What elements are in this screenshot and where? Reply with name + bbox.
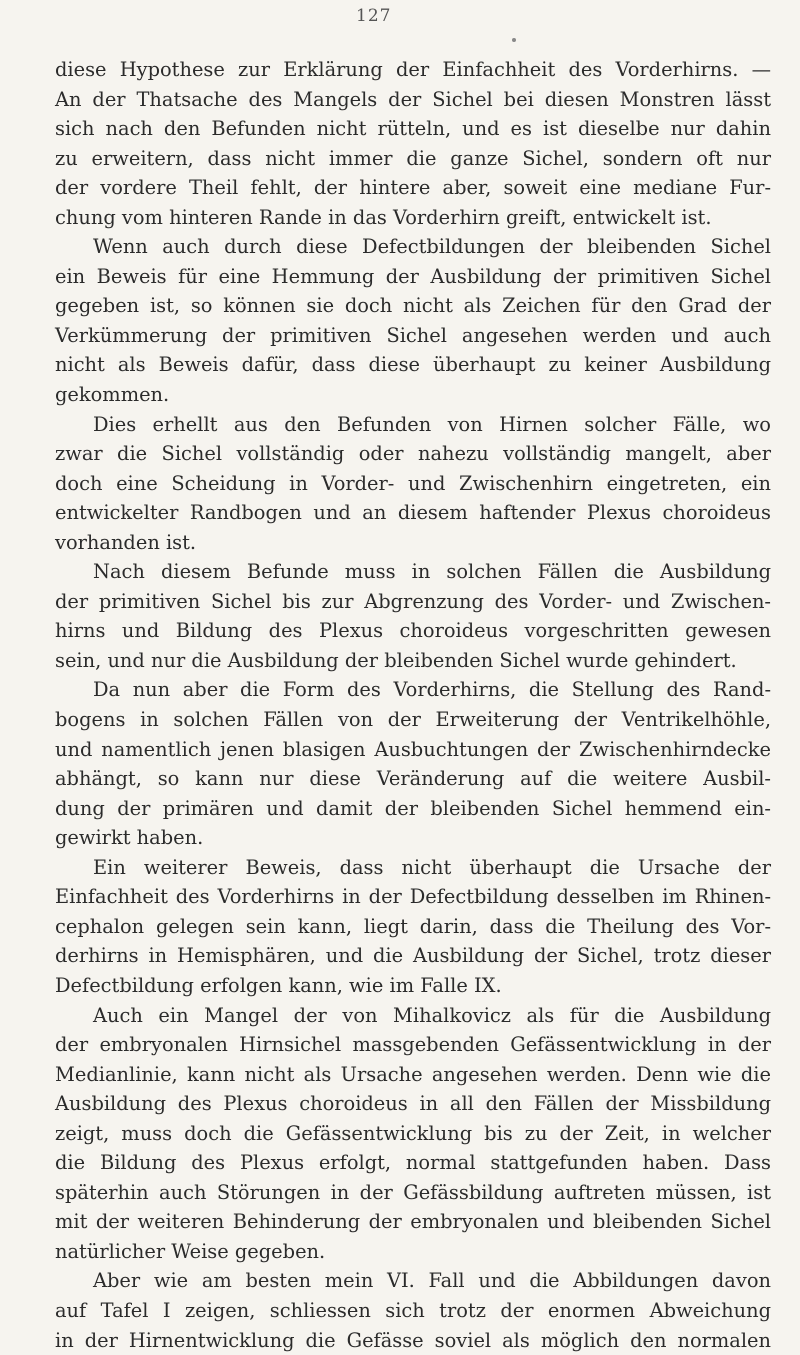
paragraph-line: auf Tafel I zeigen, schliessen sich trotz der enormen Abweichung xyxy=(55,1298,771,1322)
paragraph-line: hirns und Bildung des Plexus choroideus vorgeschritten gewesen xyxy=(55,619,771,643)
paragraph-line: diese Hypothese zur Erklärung der Einfachheit des Vorderhirns. — xyxy=(55,58,771,81)
paragraph-line: späterhin auch Störungen in der Gefässbildung auftreten müssen, ist xyxy=(55,1180,771,1204)
paragraph-line: dung der primären und damit der bleibenden Sichel hemmend ein- xyxy=(55,796,771,820)
paragraph-line: Nach diesem Befunde muss in solchen Fällen die Ausbildung xyxy=(93,560,771,584)
paragraph-line: zwar die Sichel vollständig oder nahezu vollständig mangelt, aber xyxy=(55,442,771,466)
body-text xyxy=(55,55,771,1355)
paragraph-line: Defectbildung erfolgen kann, wie im Falle IX. xyxy=(55,973,502,997)
paragraph-line: ein Beweis für eine Hemmung der Ausbildung der primitiven Sichel xyxy=(55,264,771,288)
paragraph-line: und namentlich jenen blasigen Ausbuchtungen der Zwischenhirndecke xyxy=(55,737,771,761)
paragraph-line: zeigt, muss doch die Gefässentwicklung bis zu der Zeit, in welcher xyxy=(55,1121,771,1145)
paragraph-line: der primitiven Sichel bis zur Abgrenzung des Vorder- und Zwischen- xyxy=(55,589,771,613)
paragraph-line: An der Thatsache des Mangels der Sichel bei diesen Monstren lässt xyxy=(55,87,771,111)
paragraph-line: gekommen. xyxy=(55,383,170,407)
paragraph-line: gewirkt haben. xyxy=(55,826,204,850)
paragraph-line: zu erweitern, dass nicht immer die ganze Sichel, sondern oft nur xyxy=(55,146,771,170)
paragraph-line: Einfachheit des Vorderhirns in der Defectbildung desselben im Rhinen- xyxy=(55,885,771,909)
paragraph-line: abhängt, so kann nur diese Veränderung auf die weitere Ausbil- xyxy=(55,767,771,791)
paragraph-line: sein, und nur die Ausbildung der bleibenden Sichel wurde gehindert. xyxy=(55,648,737,672)
paragraph-line: doch eine Scheidung in Vorder- und Zwischenhirn eingetreten, ein xyxy=(55,471,771,495)
paragraph-line: Aber wie am besten mein VI. Fall und die Abbildungen davon xyxy=(93,1269,771,1293)
paragraph-line: Auch ein Mangel der von Mihalkovicz als für die Ausbildung xyxy=(93,1003,771,1027)
paragraph-line: mit der weiteren Behinderung der embryonalen und bleibenden Sichel xyxy=(55,1210,771,1234)
paragraph-line: cephalon gelegen sein kann, liegt darin, dass die Theilung des Vor- xyxy=(55,914,771,938)
paragraph-line: Dies erhellt aus den Befunden von Hirnen solcher Fälle, wo xyxy=(93,412,771,436)
paragraph-line: entwickelter Randbogen und an diesem haftender Plexus choroideus xyxy=(55,501,771,525)
paragraph-line: der embryonalen Hirnsichel massgebenden Gefässentwicklung in der xyxy=(55,1033,771,1057)
paragraph-line: in der Hirnentwicklung die Gefässe soviel als möglich den normalen xyxy=(55,1328,771,1352)
paragraph-line: die Bildung des Plexus erfolgt, normal stattgefunden haben. Dass xyxy=(55,1151,771,1175)
page-number: 127 xyxy=(356,6,392,26)
paragraph-line: Ausbildung des Plexus choroideus in all den Fällen der Missbildung xyxy=(55,1092,771,1116)
paragraph-line: derhirns in Hemisphären, und die Ausbildung der Sichel, trotz dieser xyxy=(55,944,771,968)
paragraph-line: gegeben ist, so können sie doch nicht als Zeichen für den Grad der xyxy=(55,294,771,318)
paragraph-line: chung vom hinteren Rande in das Vorderhirn greift, entwickelt ist. xyxy=(55,205,712,229)
paragraph-line: Da nun aber die Form des Vorderhirns, die Stellung des Rand- xyxy=(93,678,771,702)
paragraph-line: nicht als Beweis dafür, dass diese überhaupt zu keiner Ausbildung xyxy=(55,353,771,377)
paragraph-line: vorhanden ist. xyxy=(55,530,197,554)
ink-speck xyxy=(512,38,516,42)
paragraph-line: Verkümmerung der primitiven Sichel angesehen werden und auch xyxy=(55,323,771,347)
paragraph-line: Ein weiterer Beweis, dass nicht überhaupt die Ursache der xyxy=(93,855,771,879)
paragraph-line: natürlicher Weise gegeben. xyxy=(55,1239,326,1263)
paragraph-line: sich nach den Befunden nicht rütteln, und es ist dieselbe nur dahin xyxy=(55,117,771,141)
paragraph-line: Wenn auch durch diese Defectbildungen der bleibenden Sichel xyxy=(93,235,771,259)
paragraph-line: bogens in solchen Fällen von der Erweiterung der Ventrikelhöhle, xyxy=(55,708,771,732)
paragraph-line: der vordere Theil fehlt, der hintere aber, soweit eine mediane Fur- xyxy=(55,176,771,200)
paragraph-line: Medianlinie, kann nicht als Ursache angesehen werden. Denn wie die xyxy=(55,1062,771,1086)
